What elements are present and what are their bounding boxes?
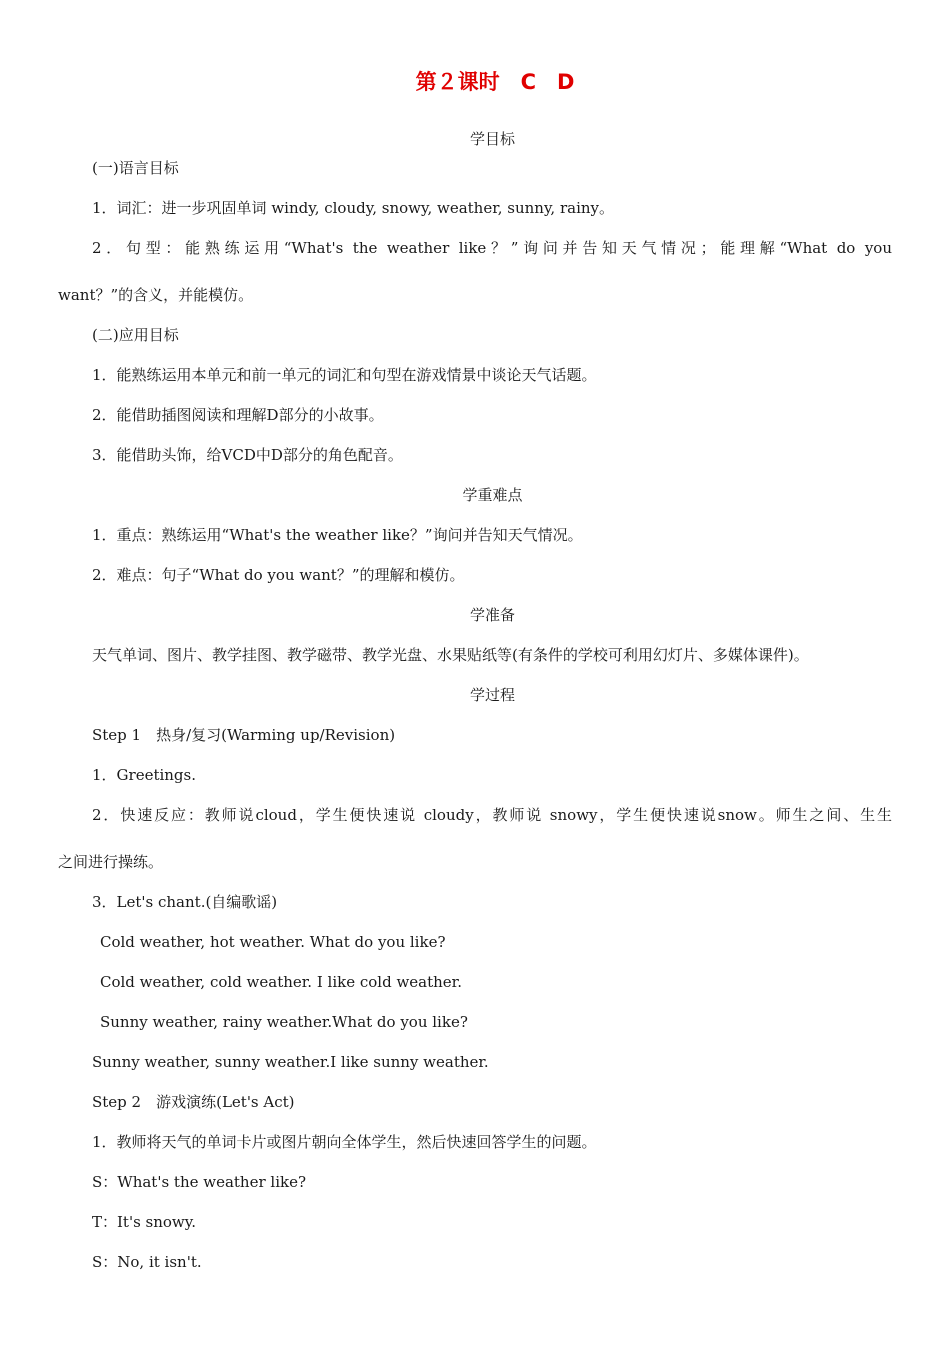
- step-1-item-1: 1．Greetings.: [92, 766, 197, 784]
- application-goal-3: 3．能借助头饰，给VCD中D部分的角色配音。: [92, 446, 403, 464]
- application-goal-2: 2．能借助插图阅读和理解D部分的小故事。: [92, 406, 384, 424]
- language-goal-heading: (一)语言目标: [92, 159, 179, 177]
- dialog-line-1: S：What's the weather like?: [92, 1173, 307, 1191]
- language-goal-2-line2: want？”的含义，并能模仿。: [58, 286, 254, 304]
- dialog-line-2: T：It's snowy.: [92, 1213, 197, 1231]
- dialog-line-3: S：No, it isn't.: [92, 1253, 202, 1271]
- step-1-item-2-line1: 2．快速反应：教师说cloud，学生便快速说 cloudy，教师说 snowy，学生便快速说snow。师生之间、生生: [92, 806, 892, 824]
- step-2-item-1: 1．教师将天气的单词卡片或图片朝向全体学生，然后快速回答学生的问题。: [92, 1133, 597, 1151]
- key-point-1: 1．重点：熟练运用“What's the weather like？”询问并告知天气情况。: [92, 526, 583, 544]
- step-1-title: Step 1 热身/复习(Warming up/Revision): [92, 726, 396, 744]
- language-goal-1: 1．词汇：进一步巩固单词 windy, cloudy, snowy, weather, sunny, rainy。: [92, 199, 615, 217]
- language-goal-2-line1: 2．句型：能熟练运用“What's the weather like？”询问并告知天气情况；能理解“What do you: [92, 239, 892, 257]
- chant-line-3: Sunny weather, rainy weather.What do you like?: [100, 1013, 468, 1031]
- lesson-title: 第２课时 C D: [415, 70, 575, 94]
- key-point-2: 2．难点：句子“What do you want？”的理解和模仿。: [92, 566, 465, 584]
- preparation-text: 天气单词、图片、教学挂图、教学磁带、教学光盘、水果贴纸等(有条件的学校可利用幻灯片、多媒体课件)。: [92, 646, 809, 664]
- preparation-heading: 学准备: [469, 606, 515, 624]
- application-goal-heading: (二)应用目标: [92, 326, 179, 344]
- step-1-item-2-line2: 之间进行操练。: [58, 853, 164, 871]
- chant-line-2: Cold weather, cold weather. I like cold weather.: [100, 973, 462, 991]
- key-points-heading: 学重难点: [462, 486, 523, 504]
- step-1-item-3: 3．Let's chant.(自编歌谣): [92, 893, 278, 911]
- objectives-heading: 学目标: [469, 130, 515, 148]
- process-heading: 学过程: [469, 686, 515, 704]
- application-goal-1: 1．能熟练运用本单元和前一单元的词汇和句型在游戏情景中谈论天气话题。: [92, 366, 597, 384]
- step-2-title: Step 2 游戏演练(Let's Act): [92, 1093, 295, 1111]
- chant-line-4: Sunny weather, sunny weather.I like sunny weather.: [92, 1053, 489, 1071]
- chant-line-1: Cold weather, hot weather. What do you like?: [100, 933, 446, 951]
